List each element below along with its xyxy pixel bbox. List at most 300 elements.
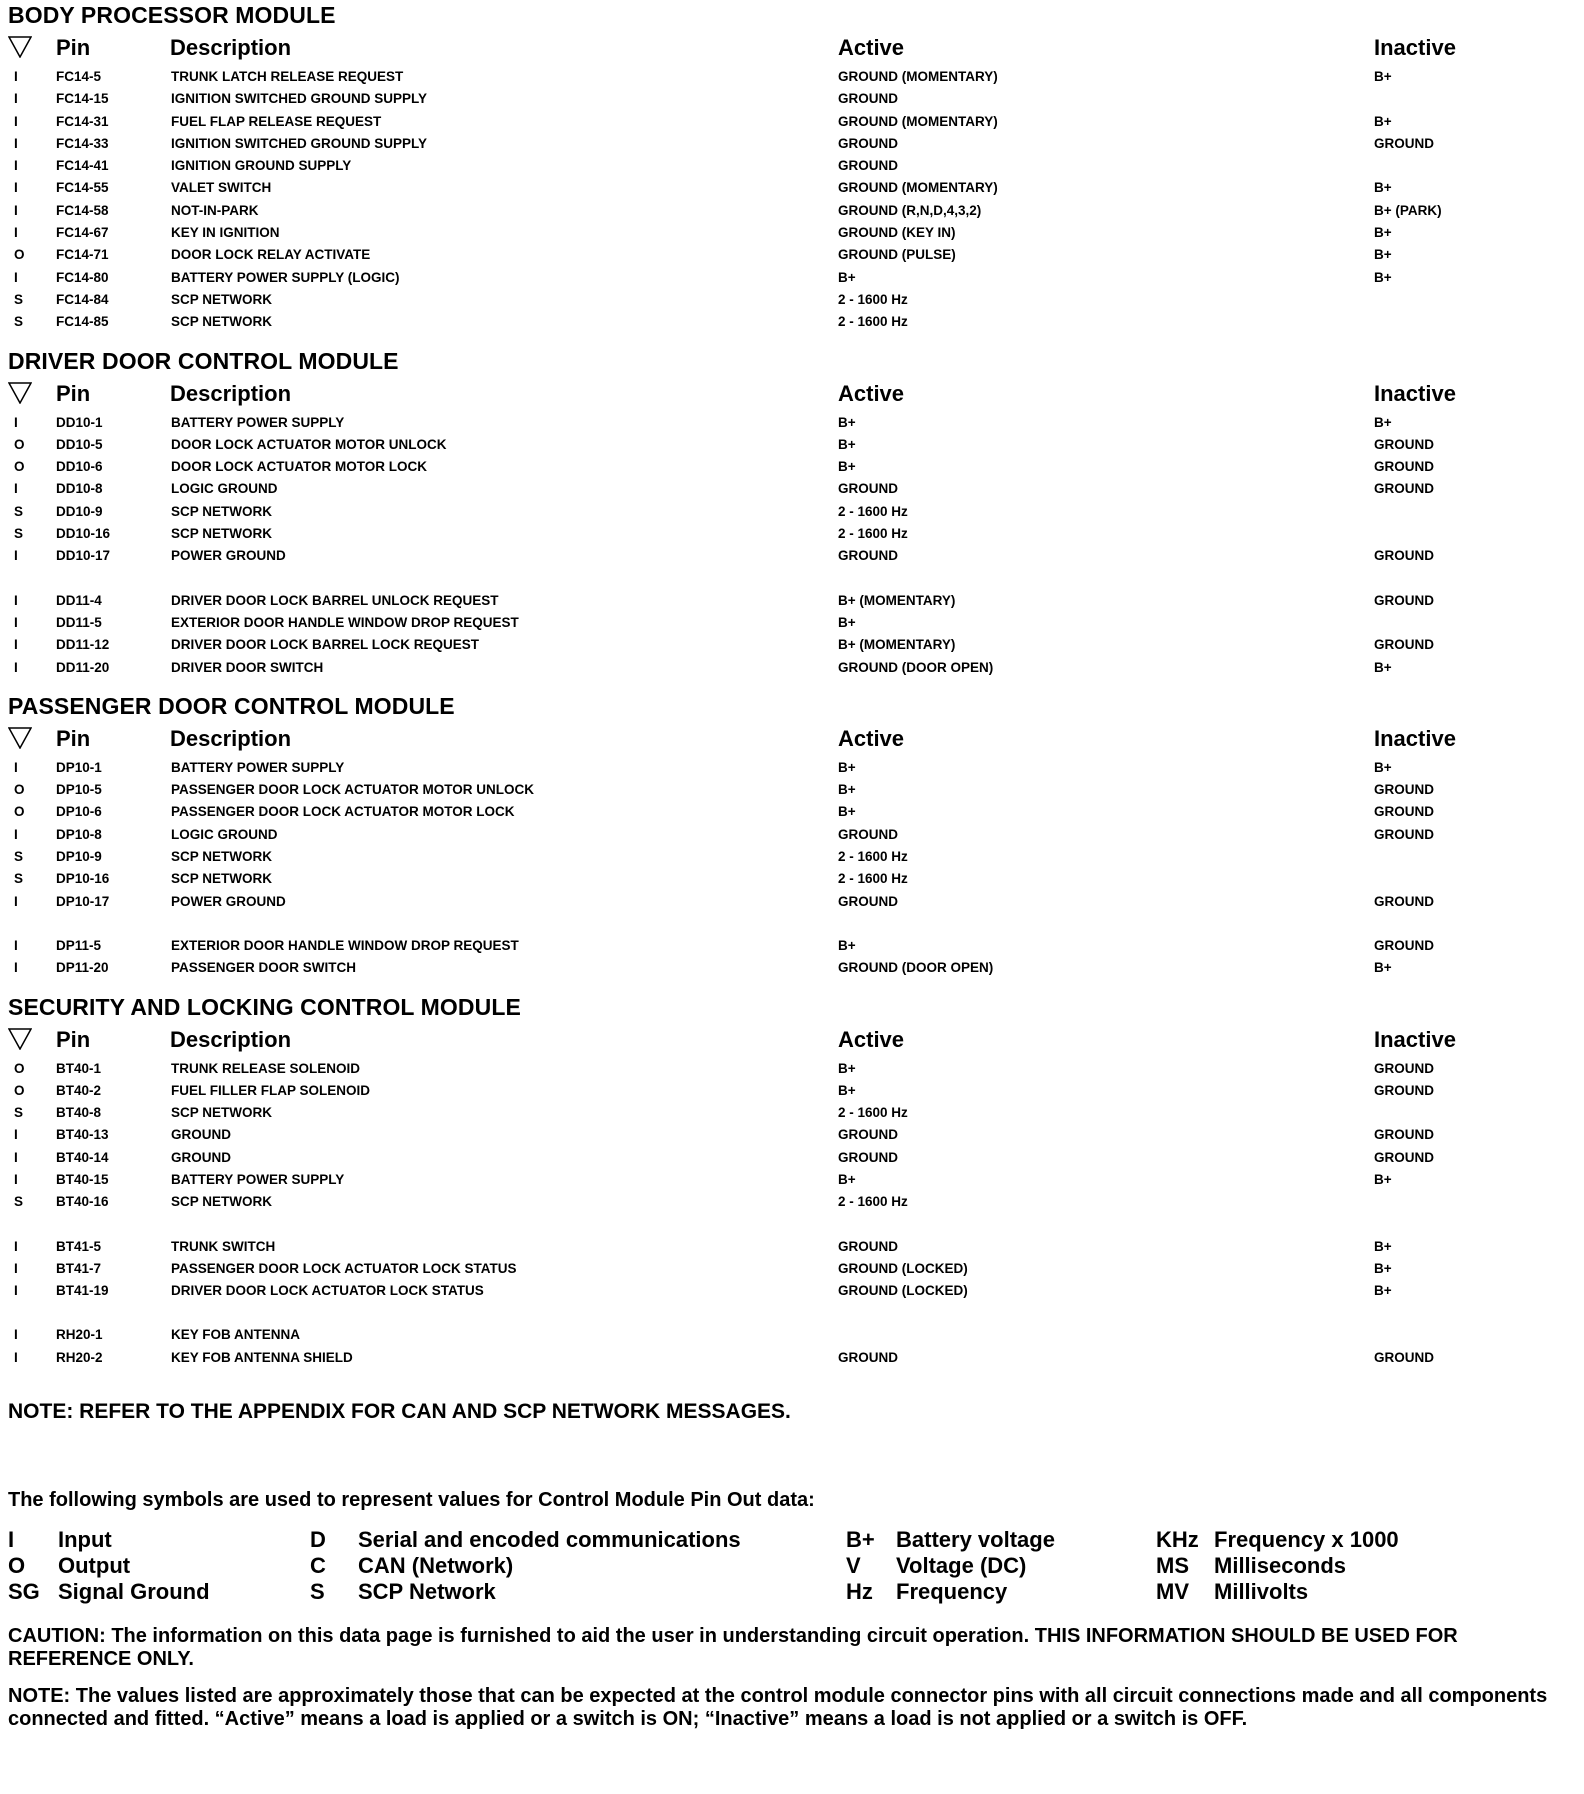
triangle-down-outline-icon bbox=[8, 1028, 32, 1050]
pin-id: DP10-16 bbox=[56, 871, 110, 887]
active-value: GROUND bbox=[838, 481, 898, 497]
pin-id: FC14-15 bbox=[56, 91, 109, 107]
symbol-legend bbox=[8, 1527, 1576, 1611]
table-row bbox=[8, 1169, 1576, 1191]
pin-description: BATTERY POWER SUPPLY bbox=[171, 1171, 345, 1187]
triangle-down-outline-icon bbox=[8, 727, 32, 749]
active-value: B+ (MOMENTARY) bbox=[838, 637, 956, 653]
table-row bbox=[8, 634, 1576, 656]
pin-description: SCP NETWORK bbox=[171, 503, 273, 519]
pin-id: FC14-5 bbox=[56, 69, 102, 84]
signal-type: I bbox=[14, 1171, 18, 1187]
inactive-value: GROUND bbox=[1374, 782, 1434, 798]
pin-id: BT41-5 bbox=[56, 1238, 102, 1254]
active-value: GROUND (LOCKED) bbox=[838, 1283, 968, 1299]
signal-type: O bbox=[14, 1082, 25, 1098]
pin-id: BT41-7 bbox=[56, 1260, 102, 1276]
active-value: GROUND (LOCKED) bbox=[838, 1260, 968, 1276]
pin-id: DD11-5 bbox=[56, 614, 102, 630]
signal-type: I bbox=[14, 180, 18, 196]
signal-type: I bbox=[14, 893, 18, 909]
inactive-value: GROUND bbox=[1374, 804, 1434, 820]
pin-id: RH20-2 bbox=[56, 1349, 103, 1365]
inactive-value: GROUND bbox=[1374, 826, 1434, 842]
pin-description: SCP NETWORK bbox=[171, 291, 273, 307]
column-header-row bbox=[8, 376, 1576, 412]
signal-type: I bbox=[14, 759, 18, 775]
pin-id: DD10-6 bbox=[56, 459, 103, 475]
signal-type: I bbox=[14, 592, 18, 608]
table-row bbox=[8, 111, 1576, 133]
pin-description: DRIVER DOOR LOCK BARREL LOCK REQUEST bbox=[171, 637, 480, 653]
inactive-value: B+ bbox=[1374, 960, 1392, 976]
pin-id: FC14-55 bbox=[56, 180, 109, 196]
inactive-value: GROUND bbox=[1374, 135, 1434, 151]
inactive-value: GROUND bbox=[1374, 1127, 1434, 1143]
table-row bbox=[8, 891, 1576, 913]
legend-item: C CAN (Network) bbox=[310, 1553, 514, 1579]
pin-description: SCP NETWORK bbox=[171, 1194, 273, 1210]
pin-id: FC14-33 bbox=[56, 135, 109, 151]
signal-type: I bbox=[14, 481, 18, 497]
pin-id: DP10-1 bbox=[56, 759, 102, 775]
pin-id: DP11-5 bbox=[56, 937, 102, 953]
module-section bbox=[8, 0, 1576, 346]
column-header-row bbox=[8, 1022, 1576, 1058]
pin-id: BT41-19 bbox=[56, 1283, 109, 1299]
legend-item: MV Millivolts bbox=[1156, 1579, 1309, 1605]
table-row bbox=[8, 590, 1576, 612]
active-value: GROUND bbox=[838, 1238, 898, 1254]
pin-id: DD10-9 bbox=[56, 503, 103, 519]
inactive-value: B+ bbox=[1374, 414, 1392, 430]
pin-description: SCP NETWORK bbox=[171, 871, 273, 887]
pin-description: TRUNK RELEASE SOLENOID bbox=[171, 1060, 361, 1076]
pin-id: DD10-1 bbox=[56, 414, 103, 430]
triangle-down-outline-icon bbox=[8, 36, 32, 58]
table-row bbox=[8, 779, 1576, 801]
legend-item: V Voltage (DC) bbox=[846, 1553, 1027, 1579]
pin-id: DD10-5 bbox=[56, 436, 103, 452]
pin-description: FUEL FLAP RELEASE REQUEST bbox=[171, 113, 382, 129]
active-value: GROUND (MOMENTARY) bbox=[838, 180, 998, 196]
active-value: GROUND (R,N,D,4,3,2) bbox=[838, 202, 982, 218]
active-value: 2 - 1600 Hz bbox=[838, 526, 908, 542]
pin-id: BT40-2 bbox=[56, 1082, 102, 1098]
column-header-row bbox=[8, 721, 1576, 757]
table-row bbox=[8, 1236, 1576, 1258]
inactive-value: B+ bbox=[1374, 1238, 1392, 1254]
pin-description: SCP NETWORK bbox=[171, 849, 273, 865]
pin-description: FUEL FILLER FLAP SOLENOID bbox=[171, 1082, 371, 1098]
legend-col-4 bbox=[1156, 1527, 1399, 1605]
active-value: GROUND bbox=[838, 893, 898, 909]
active-value: GROUND bbox=[838, 135, 898, 151]
table-row bbox=[8, 1080, 1576, 1102]
module-section bbox=[8, 992, 1576, 1382]
signal-type: I bbox=[14, 202, 18, 218]
table-row bbox=[8, 289, 1576, 311]
pin-id: BT40-14 bbox=[56, 1149, 109, 1165]
inactive-value: B+ bbox=[1374, 113, 1392, 129]
pin-description: EXTERIOR DOOR HANDLE WINDOW DROP REQUEST bbox=[171, 937, 519, 953]
active-value: B+ bbox=[838, 269, 856, 285]
inactive-value: GROUND bbox=[1374, 1349, 1434, 1365]
inactive-value: B+ bbox=[1374, 659, 1392, 675]
header-active: Active bbox=[838, 1026, 905, 1052]
table-row bbox=[8, 1102, 1576, 1124]
signal-type: I bbox=[14, 637, 18, 653]
active-value: B+ bbox=[838, 436, 856, 452]
inactive-value: B+ bbox=[1374, 1283, 1392, 1299]
active-value: 2 - 1600 Hz bbox=[838, 1105, 908, 1121]
header-pin: Pin bbox=[56, 380, 91, 406]
table-row bbox=[8, 267, 1576, 289]
table-row bbox=[8, 1124, 1576, 1146]
active-value: GROUND (DOOR OPEN) bbox=[838, 659, 994, 675]
pin-id: FC14-67 bbox=[56, 225, 109, 241]
pin-description: DOOR LOCK ACTUATOR MOTOR LOCK bbox=[171, 459, 427, 475]
pin-description: DRIVER DOOR SWITCH bbox=[171, 659, 324, 675]
pin-description: KEY FOB ANTENNA SHIELD bbox=[171, 1349, 353, 1365]
header-description: Description bbox=[170, 380, 292, 406]
inactive-value: GROUND bbox=[1374, 1082, 1434, 1098]
signal-type: I bbox=[14, 1149, 18, 1165]
active-value: B+ bbox=[838, 782, 856, 798]
signal-type: S bbox=[14, 291, 24, 307]
signal-type: S bbox=[14, 526, 24, 542]
pin-id: DP10-5 bbox=[56, 782, 102, 798]
active-value: GROUND bbox=[838, 158, 898, 174]
inactive-value: GROUND bbox=[1374, 893, 1434, 909]
pin-description: LOGIC GROUND bbox=[171, 481, 278, 497]
row-spacer bbox=[8, 913, 1576, 935]
header-description: Description bbox=[170, 725, 292, 751]
signal-type: I bbox=[14, 1127, 18, 1143]
active-value: 2 - 1600 Hz bbox=[838, 314, 908, 330]
header-pin: Pin bbox=[56, 1026, 91, 1052]
pin-description: TRUNK LATCH RELEASE REQUEST bbox=[171, 69, 404, 84]
symbols-intro: The following symbols are used to represent values for Control Module Pin Out data: bbox=[8, 1489, 815, 1512]
header-inactive: Inactive bbox=[1374, 1026, 1456, 1052]
signal-type: O bbox=[14, 1060, 25, 1076]
signal-type: S bbox=[14, 314, 24, 330]
active-value: 2 - 1600 Hz bbox=[838, 849, 908, 865]
section-title: BODY PROCESSOR MODULE bbox=[8, 2, 336, 28]
table-row bbox=[8, 88, 1576, 110]
table-row bbox=[8, 478, 1576, 500]
inactive-value: GROUND bbox=[1374, 937, 1434, 953]
pin-description: PASSENGER DOOR LOCK ACTUATOR MOTOR UNLOCK bbox=[171, 782, 535, 798]
signal-type: S bbox=[14, 1194, 24, 1210]
signal-type: I bbox=[14, 1349, 18, 1365]
pin-description: POWER GROUND bbox=[171, 893, 286, 909]
table-row bbox=[8, 1058, 1576, 1080]
signal-type: I bbox=[14, 659, 18, 675]
module-section bbox=[8, 346, 1576, 691]
pin-id: BT40-16 bbox=[56, 1194, 109, 1210]
legend-item: D Serial and encoded communications bbox=[310, 1527, 741, 1553]
pin-description: LOGIC GROUND bbox=[171, 826, 278, 842]
inactive-value: GROUND bbox=[1374, 1060, 1434, 1076]
active-value: GROUND bbox=[838, 1349, 898, 1365]
active-value: GROUND (MOMENTARY) bbox=[838, 113, 998, 129]
pin-id: BT40-8 bbox=[56, 1105, 102, 1121]
header-inactive: Inactive bbox=[1374, 725, 1456, 751]
table-row bbox=[8, 133, 1576, 155]
pin-id: DD10-17 bbox=[56, 548, 111, 564]
inactive-value: GROUND bbox=[1374, 592, 1434, 608]
header-active: Active bbox=[838, 380, 905, 406]
pin-id: DP10-8 bbox=[56, 826, 102, 842]
table-row bbox=[8, 155, 1576, 177]
pin-id: FC14-84 bbox=[56, 291, 109, 307]
table-row bbox=[8, 1147, 1576, 1169]
table-row bbox=[8, 311, 1576, 333]
signal-type: S bbox=[14, 849, 24, 865]
signal-type: I bbox=[14, 158, 18, 174]
legend-col-2 bbox=[310, 1527, 741, 1605]
inactive-value: GROUND bbox=[1374, 637, 1434, 653]
pin-description: SCP NETWORK bbox=[171, 314, 273, 330]
pin-id: FC14-41 bbox=[56, 158, 109, 174]
table-row bbox=[8, 545, 1576, 567]
pin-id: DD10-16 bbox=[56, 526, 111, 542]
table-row bbox=[8, 244, 1576, 266]
table-row bbox=[8, 200, 1576, 222]
pin-description: PASSENGER DOOR LOCK ACTUATOR LOCK STATUS bbox=[171, 1260, 517, 1276]
legend-col-1 bbox=[8, 1527, 210, 1605]
signal-type: I bbox=[14, 91, 18, 107]
header-pin: Pin bbox=[56, 725, 91, 751]
signal-type: S bbox=[14, 1105, 24, 1121]
table-row bbox=[8, 1280, 1576, 1302]
pin-description: NOT-IN-PARK bbox=[171, 202, 259, 218]
signal-type: I bbox=[14, 937, 18, 953]
pin-description: DRIVER DOOR LOCK BARREL UNLOCK REQUEST bbox=[171, 592, 499, 608]
legend-item: SG Signal Ground bbox=[8, 1579, 210, 1605]
pin-id: DP10-17 bbox=[56, 893, 110, 909]
pin-description: EXTERIOR DOOR HANDLE WINDOW DROP REQUEST bbox=[171, 614, 519, 630]
pin-id: DD11-4 bbox=[56, 592, 102, 608]
row-spacer bbox=[8, 1302, 1576, 1324]
pin-description: IGNITION SWITCHED GROUND SUPPLY bbox=[171, 91, 428, 107]
table-row bbox=[8, 612, 1576, 634]
legend-item: MS Milliseconds bbox=[1156, 1553, 1347, 1579]
active-value: GROUND (PULSE) bbox=[838, 247, 956, 263]
pin-id: BT40-15 bbox=[56, 1171, 109, 1187]
table-row bbox=[8, 657, 1576, 679]
column-header-row bbox=[8, 30, 1576, 66]
active-value: B+ bbox=[838, 804, 856, 820]
section-spacer bbox=[8, 1369, 1576, 1381]
pin-id: DP10-6 bbox=[56, 804, 102, 820]
signal-type: S bbox=[14, 503, 24, 519]
signal-type: I bbox=[14, 1238, 18, 1254]
inactive-value: B+ bbox=[1374, 180, 1392, 196]
table-row bbox=[8, 846, 1576, 868]
legend-col-3 bbox=[846, 1527, 1055, 1605]
active-value: GROUND (KEY IN) bbox=[838, 225, 956, 241]
legend-item: Hz Frequency bbox=[846, 1579, 1008, 1605]
section-spacer bbox=[8, 980, 1576, 992]
section-spacer bbox=[8, 334, 1576, 346]
module-section bbox=[8, 691, 1576, 992]
active-value: GROUND bbox=[838, 548, 898, 564]
section-title: DRIVER DOOR CONTROL MODULE bbox=[8, 347, 399, 374]
header-active: Active bbox=[838, 725, 905, 751]
pinout-page bbox=[8, 0, 1576, 1731]
pin-id: DD11-20 bbox=[56, 659, 110, 675]
active-value: 2 - 1600 Hz bbox=[838, 291, 908, 307]
pin-description: TRUNK SWITCH bbox=[171, 1238, 276, 1254]
legend-item: O Output bbox=[8, 1553, 131, 1579]
signal-type: O bbox=[14, 247, 25, 263]
section-title: SECURITY AND LOCKING CONTROL MODULE bbox=[8, 993, 521, 1020]
signal-type: I bbox=[14, 960, 18, 976]
pin-description: KEY FOB ANTENNA bbox=[171, 1327, 301, 1343]
table-row bbox=[8, 757, 1576, 779]
legend-item: B+ Battery voltage bbox=[846, 1527, 1055, 1553]
signal-type: I bbox=[14, 269, 18, 285]
table-row bbox=[8, 222, 1576, 244]
pin-description: IGNITION SWITCHED GROUND SUPPLY bbox=[171, 135, 428, 151]
section-title: PASSENGER DOOR CONTROL MODULE bbox=[8, 692, 455, 719]
table-row bbox=[8, 1324, 1576, 1346]
active-value: GROUND bbox=[838, 1127, 898, 1143]
pin-description: IGNITION GROUND SUPPLY bbox=[171, 158, 352, 174]
header-pin: Pin bbox=[56, 35, 91, 60]
row-spacer bbox=[8, 568, 1576, 590]
inactive-value: B+ (PARK) bbox=[1374, 202, 1442, 218]
section-spacer bbox=[8, 679, 1576, 691]
signal-type: O bbox=[14, 782, 25, 798]
pin-id: FC14-58 bbox=[56, 202, 109, 218]
signal-type: S bbox=[14, 871, 24, 887]
pin-description: PASSENGER DOOR LOCK ACTUATOR MOTOR LOCK bbox=[171, 804, 515, 820]
pin-description: GROUND bbox=[171, 1149, 231, 1165]
header-inactive: Inactive bbox=[1374, 35, 1456, 60]
pin-id: FC14-80 bbox=[56, 269, 109, 285]
active-value: B+ bbox=[838, 1082, 856, 1098]
table-row bbox=[8, 1191, 1576, 1213]
table-row bbox=[8, 177, 1576, 199]
pin-id: DP10-9 bbox=[56, 849, 102, 865]
triangle-down-outline-icon bbox=[8, 382, 32, 404]
pin-id: FC14-31 bbox=[56, 113, 109, 129]
header-inactive: Inactive bbox=[1374, 380, 1456, 406]
table-row bbox=[8, 66, 1576, 88]
table-row bbox=[8, 935, 1576, 957]
inactive-value: B+ bbox=[1374, 69, 1392, 84]
pin-id: DD10-8 bbox=[56, 481, 103, 497]
signal-type: O bbox=[14, 436, 25, 452]
pin-description: SCP NETWORK bbox=[171, 526, 273, 542]
active-value: GROUND bbox=[838, 91, 898, 107]
pin-id: BT40-1 bbox=[56, 1060, 102, 1076]
signal-type: I bbox=[14, 225, 18, 241]
active-value: B+ (MOMENTARY) bbox=[838, 592, 956, 608]
pin-description: DOOR LOCK RELAY ACTIVATE bbox=[171, 247, 371, 263]
active-value: B+ bbox=[838, 759, 856, 775]
inactive-value: B+ bbox=[1374, 759, 1392, 775]
pin-description: BATTERY POWER SUPPLY bbox=[171, 414, 345, 430]
active-value: 2 - 1600 Hz bbox=[838, 503, 908, 519]
legend-item: KHz Frequency x 1000 bbox=[1156, 1527, 1399, 1553]
table-row bbox=[8, 434, 1576, 456]
active-value: GROUND bbox=[838, 1149, 898, 1165]
legend-item: I Input bbox=[8, 1527, 112, 1553]
inactive-value: GROUND bbox=[1374, 1149, 1434, 1165]
pin-id: FC14-85 bbox=[56, 314, 109, 330]
pin-description: BATTERY POWER SUPPLY (LOGIC) bbox=[171, 269, 400, 285]
signal-type: I bbox=[14, 1283, 18, 1299]
pin-id: DD11-12 bbox=[56, 637, 110, 653]
pin-description: VALET SWITCH bbox=[171, 180, 272, 196]
table-row bbox=[8, 1347, 1576, 1369]
active-value: B+ bbox=[838, 414, 856, 430]
active-value: B+ bbox=[838, 459, 856, 475]
inactive-value: B+ bbox=[1374, 247, 1392, 263]
header-description: Description bbox=[170, 1026, 292, 1052]
pin-description: BATTERY POWER SUPPLY bbox=[171, 759, 345, 775]
active-value: B+ bbox=[838, 1060, 856, 1076]
inactive-value: B+ bbox=[1374, 1171, 1392, 1187]
signal-type: I bbox=[14, 135, 18, 151]
signal-type: O bbox=[14, 804, 25, 820]
pin-description: GROUND bbox=[171, 1127, 231, 1143]
caution-text: CAUTION: The information on this data page is furnished to aid the user in understanding circuit operation. THIS INFORMATION SHOULD BE USED FOR REFERENCE ONLY. bbox=[8, 1625, 1458, 1671]
signal-type: I bbox=[14, 113, 18, 129]
pin-description: SCP NETWORK bbox=[171, 1105, 273, 1121]
row-spacer bbox=[8, 1214, 1576, 1236]
header-active: Active bbox=[838, 35, 905, 60]
pin-id: DP11-20 bbox=[56, 960, 109, 976]
legend-item: S SCP Network bbox=[310, 1579, 496, 1605]
signal-type: I bbox=[14, 1327, 18, 1343]
table-row bbox=[8, 957, 1576, 979]
pin-description: DRIVER DOOR LOCK ACTUATOR LOCK STATUS bbox=[171, 1283, 484, 1299]
inactive-value: GROUND bbox=[1374, 459, 1434, 475]
inactive-value: GROUND bbox=[1374, 548, 1434, 564]
header-description: Description bbox=[170, 35, 292, 60]
signal-type: I bbox=[14, 826, 18, 842]
table-row bbox=[8, 501, 1576, 523]
active-value: 2 - 1600 Hz bbox=[838, 1194, 908, 1210]
signal-type: I bbox=[14, 1260, 18, 1276]
active-value: 2 - 1600 Hz bbox=[838, 871, 908, 887]
table-row bbox=[8, 824, 1576, 846]
inactive-value: GROUND bbox=[1374, 481, 1434, 497]
active-value: GROUND (MOMENTARY) bbox=[838, 69, 998, 84]
pin-id: RH20-1 bbox=[56, 1327, 103, 1343]
table-row bbox=[8, 801, 1576, 823]
pin-description: DOOR LOCK ACTUATOR MOTOR UNLOCK bbox=[171, 436, 447, 452]
inactive-value: GROUND bbox=[1374, 436, 1434, 452]
table-row bbox=[8, 1258, 1576, 1280]
table-row bbox=[8, 523, 1576, 545]
signal-type: I bbox=[14, 414, 18, 430]
table-row bbox=[8, 868, 1576, 890]
active-value: B+ bbox=[838, 614, 856, 630]
signal-type: O bbox=[14, 459, 25, 475]
signal-type: I bbox=[14, 548, 18, 564]
pin-description: POWER GROUND bbox=[171, 548, 286, 564]
inactive-value: B+ bbox=[1374, 269, 1392, 285]
appendix-note: NOTE: REFER TO THE APPENDIX FOR CAN AND SCP NETWORK MESSAGES. bbox=[8, 1400, 791, 1424]
inactive-value: B+ bbox=[1374, 1260, 1392, 1276]
active-value: B+ bbox=[838, 937, 856, 953]
